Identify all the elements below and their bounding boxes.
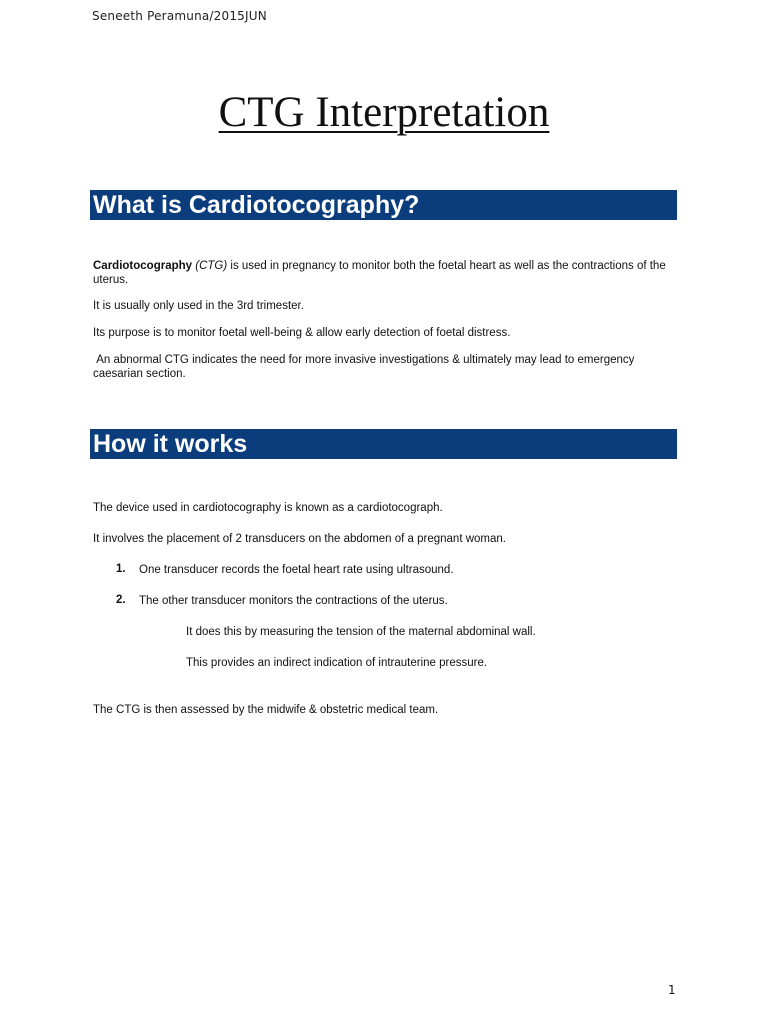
paragraph-device: The device used in cardiotocography is known as a cardiotocograph. [93, 502, 443, 514]
page-header: Seneeth Peramuna/2015JUN [92, 9, 267, 23]
paragraph-transducers: It involves the placement of 2 transducers on the abdomen of a pregnant woman. [93, 533, 506, 545]
paragraph-definition [93, 259, 683, 287]
document-title-text: CTG Interpretation [218, 89, 550, 136]
page-number: 1 [668, 983, 676, 997]
term-cardiotocography: Cardiotocography [93, 260, 193, 272]
sub-item-pressure: This provides an indirect indication of intrauterine pressure. [186, 657, 488, 669]
paragraph-assessment: The CTG is then assessed by the midwife & obstetric medical team. [93, 704, 439, 716]
list-number-2: 2. [116, 594, 126, 606]
paragraph-abnormal-ctg: An abnormal CTG indicates the need for more invasive investigations & ultimately may lead to emergency caesarian section. [93, 354, 638, 380]
document-title [0, 88, 768, 137]
section-heading-what-is: What is Cardiotocography? [90, 190, 677, 220]
paragraph-trimester: It is usually only used in the 3rd trimester. [93, 300, 304, 312]
paragraph-purpose: Its purpose is to monitor foetal well-being & allow early detection of foetal distress. [93, 327, 511, 339]
section-heading-how-it-works: How it works [90, 429, 677, 459]
sub-item-tension: It does this by measuring the tension of the maternal abdominal wall. [186, 626, 536, 638]
list-item-2: The other transducer monitors the contractions of the uterus. [139, 595, 448, 607]
paragraph-definition-rest: is used in pregnancy to monitor both the foetal heart as well as the contractions of the uterus. [93, 260, 666, 286]
list-item-1: One transducer records the foetal heart rate using ultrasound. [139, 564, 454, 576]
term-abbreviation: (CTG) [195, 260, 228, 272]
list-number-1: 1. [116, 563, 126, 575]
